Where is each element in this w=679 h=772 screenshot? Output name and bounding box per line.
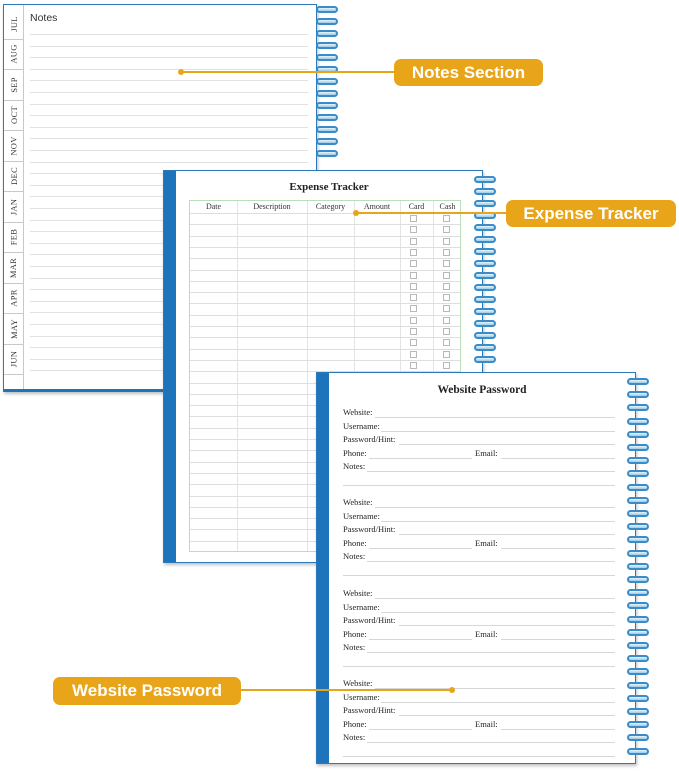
notes-line	[30, 150, 308, 151]
month-tab-nov[interactable]	[4, 131, 23, 162]
notes-section-callout: Notes Section	[394, 59, 543, 86]
expense-spine	[164, 171, 176, 562]
coil-ring	[627, 642, 649, 649]
coil-ring	[474, 188, 496, 195]
cash-checkbox[interactable]	[443, 351, 450, 358]
expense-row-line	[190, 236, 460, 237]
notes-extra-line[interactable]	[343, 756, 615, 757]
coil-ring	[316, 18, 338, 25]
password-callout-dot	[449, 687, 455, 693]
month-tab-jan[interactable]	[4, 192, 23, 223]
coil-ring	[474, 320, 496, 327]
notes-label: Notes:	[343, 551, 366, 562]
month-tab-label: MAY	[8, 318, 19, 339]
username-label: Username:	[343, 420, 380, 431]
coil-ring	[474, 236, 496, 243]
notes-line	[30, 46, 308, 47]
coil-ring	[627, 510, 649, 517]
month-tab-label: MAR	[8, 257, 19, 278]
notes-extra-line[interactable]	[343, 575, 615, 576]
phone-label: Phone:	[343, 537, 367, 548]
expense-row-line	[190, 224, 460, 225]
phone-label: Phone:	[343, 628, 367, 639]
coil-ring	[627, 682, 649, 689]
coil-ring	[627, 497, 649, 504]
month-tab-apr[interactable]	[4, 284, 23, 315]
expense-row-line	[190, 349, 460, 350]
month-tab-aug[interactable]	[4, 40, 23, 71]
notes-line[interactable]	[367, 652, 615, 653]
card-checkbox[interactable]	[410, 226, 417, 233]
expense-callout-leader	[356, 212, 508, 214]
coil-ring	[627, 589, 649, 596]
notes-label: Notes:	[343, 732, 366, 743]
password-hint-label: Password/Hint:	[343, 434, 396, 445]
coil-ring	[627, 457, 649, 464]
notes-line	[30, 104, 308, 105]
coil-ring	[316, 126, 338, 133]
month-tab-label: OCT	[8, 106, 19, 125]
notes-spiral-binding	[316, 6, 338, 166]
cash-checkbox[interactable]	[443, 362, 450, 369]
coil-ring	[627, 602, 649, 609]
notes-line	[30, 138, 308, 139]
expense-row-line	[190, 337, 460, 338]
expense-col-header: Amount	[363, 202, 391, 211]
password-title: Website Password	[437, 384, 527, 396]
cash-checkbox[interactable]	[443, 249, 450, 256]
password-line[interactable]	[399, 534, 615, 535]
month-tab-label: JAN	[8, 198, 19, 215]
cash-checkbox[interactable]	[443, 272, 450, 279]
expense-row-line	[190, 292, 460, 293]
coil-ring	[627, 708, 649, 715]
notes-line	[30, 80, 308, 81]
coil-ring	[316, 90, 338, 97]
coil-ring	[316, 54, 338, 61]
month-tab-jul[interactable]	[4, 9, 23, 40]
coil-ring	[627, 444, 649, 451]
password-spiral-binding	[627, 378, 649, 762]
username-label: Username:	[343, 510, 380, 521]
coil-ring	[627, 721, 649, 728]
coil-ring	[627, 523, 649, 530]
notes-line	[30, 115, 308, 116]
coil-ring	[474, 176, 496, 183]
expense-tracker-callout: Expense Tracker	[506, 200, 676, 227]
coil-ring	[474, 308, 496, 315]
notes-label: Notes:	[343, 642, 366, 653]
coil-ring	[627, 418, 649, 425]
notes-line[interactable]	[367, 471, 615, 472]
month-tab-feb[interactable]	[4, 223, 23, 254]
website-line[interactable]	[375, 598, 615, 599]
coil-ring	[316, 138, 338, 145]
notes-callout-dot	[178, 69, 184, 75]
website-label: Website:	[343, 588, 373, 598]
coil-ring	[627, 378, 649, 385]
notes-callout-leader	[181, 71, 397, 73]
cash-checkbox[interactable]	[443, 283, 450, 290]
coil-ring	[474, 272, 496, 279]
cash-checkbox[interactable]	[443, 215, 450, 222]
expense-row-line	[190, 281, 460, 282]
coil-ring	[627, 629, 649, 636]
password-page	[316, 372, 636, 764]
cash-checkbox[interactable]	[443, 260, 450, 267]
card-checkbox[interactable]	[410, 294, 417, 301]
card-checkbox[interactable]	[410, 328, 417, 335]
password-spine	[317, 373, 329, 763]
expense-row-line	[190, 360, 460, 361]
card-checkbox[interactable]	[410, 351, 417, 358]
coil-ring	[474, 200, 496, 207]
coil-ring	[627, 470, 649, 477]
website-line[interactable]	[375, 507, 615, 508]
coil-ring	[627, 391, 649, 398]
coil-ring	[627, 484, 649, 491]
username-label: Username:	[343, 691, 380, 702]
month-tab-label: DEC	[8, 167, 19, 186]
website-label: Website:	[343, 497, 373, 507]
username-line[interactable]	[381, 702, 615, 703]
email-label: Email:	[475, 447, 498, 458]
coil-ring	[627, 655, 649, 662]
coil-ring	[474, 260, 496, 267]
card-checkbox[interactable]	[410, 339, 417, 346]
expense-row-line	[190, 315, 460, 316]
notes-label: Notes:	[343, 461, 366, 472]
month-tab-label: NOV	[8, 136, 19, 156]
coil-ring	[627, 668, 649, 675]
expense-title: Expense Tracker	[289, 181, 369, 193]
month-tab-label: FEB	[8, 229, 19, 246]
password-line[interactable]	[399, 444, 615, 445]
coil-ring	[316, 6, 338, 13]
cash-checkbox[interactable]	[443, 238, 450, 245]
expense-row-line	[190, 270, 460, 271]
expense-col-header: Cash	[439, 202, 456, 211]
card-checkbox[interactable]	[410, 283, 417, 290]
coil-ring	[316, 42, 338, 49]
notes-line[interactable]	[367, 742, 615, 743]
coil-ring	[474, 248, 496, 255]
month-tab-label: JUN	[8, 351, 19, 368]
coil-ring	[316, 114, 338, 121]
notes-line	[30, 69, 308, 70]
card-checkbox[interactable]	[410, 305, 417, 312]
coil-ring	[474, 296, 496, 303]
month-tab-may[interactable]	[4, 314, 23, 345]
month-tab-oct[interactable]	[4, 101, 23, 132]
expense-col-header: Category	[315, 202, 346, 211]
email-line[interactable]	[501, 458, 615, 459]
card-checkbox[interactable]	[410, 272, 417, 279]
phone-label: Phone:	[343, 447, 367, 458]
expense-col-header: Description	[253, 202, 291, 211]
notes-title: Notes	[30, 12, 58, 24]
month-tab-label: SEP	[8, 76, 19, 93]
cash-checkbox[interactable]	[443, 317, 450, 324]
month-tab-sep[interactable]	[4, 70, 23, 101]
password-line[interactable]	[399, 625, 615, 626]
email-line[interactable]	[501, 548, 615, 549]
password-line[interactable]	[399, 715, 615, 716]
notes-line	[30, 92, 308, 93]
phone-line[interactable]	[369, 729, 472, 730]
cash-checkbox[interactable]	[443, 339, 450, 346]
card-checkbox[interactable]	[410, 238, 417, 245]
phone-line[interactable]	[369, 548, 472, 549]
coil-ring	[474, 332, 496, 339]
notes-line	[30, 34, 308, 35]
username-line[interactable]	[381, 521, 615, 522]
card-checkbox[interactable]	[410, 249, 417, 256]
month-tab-dec[interactable]	[4, 162, 23, 193]
month-tab-mar[interactable]	[4, 253, 23, 284]
notes-extra-line[interactable]	[343, 485, 615, 486]
website-label: Website:	[343, 678, 373, 688]
month-tab-label: JUL	[8, 15, 19, 32]
password-hint-label: Password/Hint:	[343, 705, 396, 716]
coil-ring	[627, 576, 649, 583]
coil-ring	[474, 356, 496, 363]
phone-label: Phone:	[343, 718, 367, 729]
website-line[interactable]	[375, 417, 615, 418]
coil-ring	[627, 748, 649, 755]
notes-line	[30, 162, 308, 163]
email-line[interactable]	[501, 729, 615, 730]
card-checkbox[interactable]	[410, 215, 417, 222]
coil-ring	[316, 150, 338, 157]
coil-ring	[627, 695, 649, 702]
coil-ring	[627, 404, 649, 411]
coil-ring	[627, 536, 649, 543]
cash-checkbox[interactable]	[443, 305, 450, 312]
notes-line	[30, 127, 308, 128]
email-label: Email:	[475, 718, 498, 729]
expense-spiral-binding	[474, 176, 496, 366]
password-hint-label: Password/Hint:	[343, 524, 396, 535]
notes-line	[30, 57, 308, 58]
email-line[interactable]	[501, 639, 615, 640]
expense-callout-dot	[353, 210, 359, 216]
expense-row-line	[190, 303, 460, 304]
coil-ring	[316, 30, 338, 37]
expense-col-divider	[237, 201, 238, 551]
expense-col-header: Date	[205, 202, 222, 211]
card-checkbox[interactable]	[410, 362, 417, 369]
password-hint-label: Password/Hint:	[343, 615, 396, 626]
username-label: Username:	[343, 601, 380, 612]
cash-checkbox[interactable]	[443, 226, 450, 233]
coil-ring	[627, 616, 649, 623]
phone-line[interactable]	[369, 458, 472, 459]
website-label: Website:	[343, 407, 373, 417]
card-checkbox[interactable]	[410, 317, 417, 324]
website-password-callout: Website Password	[53, 677, 241, 705]
phone-line[interactable]	[369, 639, 472, 640]
cash-checkbox[interactable]	[443, 294, 450, 301]
card-checkbox[interactable]	[410, 260, 417, 267]
expense-row-line	[190, 258, 460, 259]
expense-col-header: Card	[408, 202, 425, 211]
password-callout-leader	[238, 689, 452, 691]
coil-ring	[474, 284, 496, 291]
expense-row-line	[190, 326, 460, 327]
email-label: Email:	[475, 537, 498, 548]
coil-ring	[627, 563, 649, 570]
coil-ring	[474, 344, 496, 351]
coil-ring	[627, 431, 649, 438]
month-tab-label: AUG	[8, 44, 19, 64]
email-label: Email:	[475, 628, 498, 639]
cash-checkbox[interactable]	[443, 328, 450, 335]
notes-extra-line[interactable]	[343, 666, 615, 667]
expense-col-divider	[307, 201, 308, 551]
coil-ring	[316, 78, 338, 85]
coil-ring	[474, 224, 496, 231]
username-line[interactable]	[381, 431, 615, 432]
username-line[interactable]	[381, 612, 615, 613]
month-tab-label: APR	[8, 289, 19, 307]
month-tab-jun[interactable]	[4, 345, 23, 376]
coil-ring	[627, 550, 649, 557]
expense-row-line	[190, 247, 460, 248]
coil-ring	[316, 102, 338, 109]
month-tab-strip	[4, 5, 24, 389]
coil-ring	[627, 734, 649, 741]
notes-line[interactable]	[367, 561, 615, 562]
